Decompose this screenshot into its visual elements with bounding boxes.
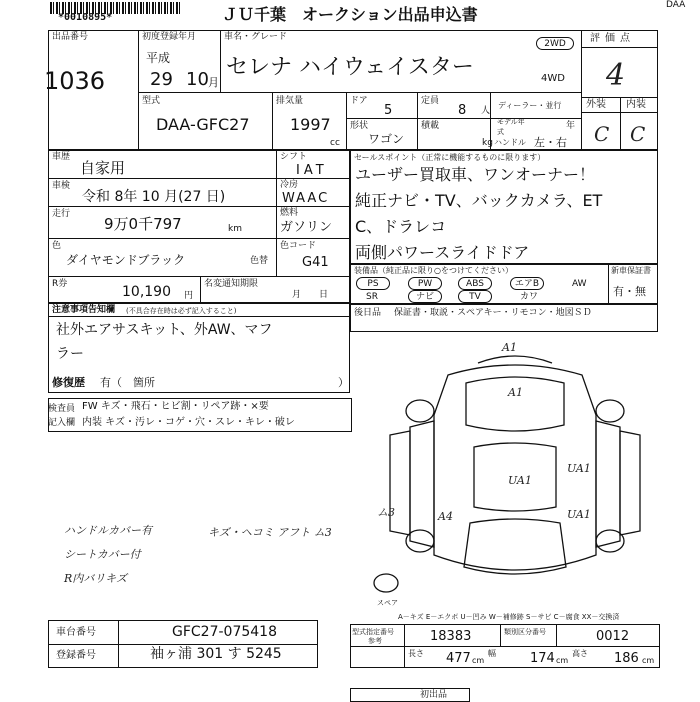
sales-line-3: C、ドラレコ [355, 217, 447, 236]
lot-label: 出品番号 [52, 32, 89, 42]
recycle-label: R券 [52, 279, 68, 289]
capacity: 8 [458, 103, 467, 118]
exterior-label: 外装 [586, 99, 606, 110]
diagram-note-left-1: ム3 [377, 506, 395, 519]
equip-sr: SR [366, 292, 378, 302]
cc-unit: cc [330, 138, 340, 148]
rating-label: 評価点 [590, 33, 635, 44]
body-label: 形状 [350, 121, 369, 131]
repair-close: ） [338, 376, 349, 389]
fuel: ガソリン [280, 220, 333, 235]
width-value: 174 [530, 651, 555, 666]
page-title: ＪＵ千葉 オークション出品申込書 [222, 5, 478, 24]
era: 平成 [146, 51, 171, 65]
month-day: 月 日 [292, 290, 329, 300]
equipment-label: 装備品（純正品に限り○をつけてください） [354, 266, 513, 275]
equip-pw: PW [408, 277, 442, 290]
history: 自家用 [80, 159, 126, 177]
damage-legend: A－キズ E－エクボ U－凹み W－補修跡 S－サビ C－腐食 XX－交換済 [398, 613, 620, 621]
equip-airbag: エアB [510, 277, 544, 290]
sales-line-4: 両側パワースライドドア [355, 243, 530, 262]
notes-label: 注意事項告知欄 [52, 305, 116, 315]
equip-navi: ナビ [408, 290, 442, 303]
model-name: セレナ ハイウェイスター [226, 55, 474, 80]
km-unit: km [228, 224, 242, 234]
notes-text-1: 社外エアサスキット、外AW、マフ [56, 322, 273, 338]
body-type: ワゴン [368, 132, 405, 146]
manual-label: 新車保証書 [611, 266, 651, 275]
inspector-exterior: FW キズ・飛石・ヒビ割・リペア跡・×要 [82, 401, 269, 412]
notes-sublabel: (不具合存在時は必ず記入すること) [126, 307, 237, 315]
handle: 左・右 [534, 136, 567, 149]
diagram-note-hood: A1 [508, 386, 523, 399]
class-label: 類別区分番号 [504, 628, 546, 636]
load-label: 積載 [421, 121, 440, 131]
equip-ps: PS [356, 277, 390, 290]
capacity-unit: 人 [481, 106, 491, 116]
drive-2wd: 2WD [536, 37, 574, 50]
first-reg-label: 初度登録年月 [142, 32, 197, 42]
diagram-note-roof: UA1 [508, 474, 532, 487]
displacement: 1997 [290, 115, 331, 134]
diagram-note-left-2: A4 [438, 510, 453, 523]
type-cert-ref: 参考 [368, 637, 382, 645]
type-cert-label: 型式指定番号 [352, 628, 394, 636]
chassis-label: 車台番号 [56, 627, 96, 638]
inspector-label-1: 検査員 [48, 404, 76, 414]
interior-grade: C [630, 122, 646, 146]
recycle: 10,190 [122, 284, 171, 300]
class-number: 0012 [596, 629, 630, 644]
model-name-label: 車名・グレード [224, 32, 288, 42]
drive-4wd: 4WD [541, 73, 565, 84]
chassis-number: GFC27-075418 [172, 624, 277, 640]
cm-unit-1: cm [472, 656, 485, 665]
mileage: 9万0千797 [104, 215, 182, 233]
model-code: DAA-GFC27 [156, 115, 250, 134]
rear-items-label: 後日品 [354, 308, 382, 318]
displacement-label: 排気量 [276, 96, 304, 106]
reg-month: 10 [186, 69, 209, 90]
cm-unit-3: cm [642, 656, 655, 665]
name-change-label: 名変通知期限 [204, 279, 259, 289]
aircon: WAAC [282, 191, 330, 206]
shift: IAT [296, 163, 328, 178]
barcode-number: *0010895* [58, 12, 113, 23]
color: ダイヤモンドブラック [66, 253, 186, 267]
rear-items-text: 保証書・取説・スペアキー・リモコン・地図ＳＤ [394, 308, 592, 318]
sales-line-2: 純正ナビ・TV、バックカメラ、ET [355, 191, 603, 210]
shift-label: シフト [280, 152, 308, 162]
diagram-note-right-2: UA1 [567, 508, 591, 521]
capacity-label: 定員 [421, 96, 440, 106]
equip-leather: カワ [520, 292, 539, 302]
width-label: 幅 [488, 649, 496, 658]
doors-label: ドア [350, 96, 368, 106]
model-code-label: 型式 [142, 96, 161, 106]
exterior-grade: C [594, 122, 610, 146]
handwritten-note-mid: キズ・ヘコミ アフト ム3 [208, 526, 332, 539]
equip-aw: AW [572, 279, 587, 289]
handwritten-note-3: R内バリキズ [64, 572, 128, 585]
color-change-label: 色替 [250, 256, 269, 266]
handwritten-note-2: シートカバー付 [64, 548, 141, 561]
height-label: 高さ [572, 649, 588, 658]
rating-score: 4 [606, 58, 626, 93]
corner-note: DAA [666, 0, 686, 10]
dealer-label: ディーラー・並行 [498, 101, 562, 110]
repair-value: 有（ 箇所 [100, 376, 155, 389]
car-condition-diagram [370, 335, 660, 605]
height-value: 186 [614, 651, 639, 666]
fuel-label: 燃料 [280, 208, 299, 218]
kg-unit: kg [482, 138, 493, 148]
year-unit: 年 [566, 121, 576, 131]
first-listing-label: 初出品 [420, 690, 448, 700]
type-cert-number: 18383 [430, 629, 472, 644]
mileage-label: 走行 [52, 209, 71, 219]
handle-label: ハンドル [494, 138, 526, 147]
length-value: 477 [446, 651, 471, 666]
repair-label: 修復歴 [52, 376, 85, 389]
plate-label: 登録番号 [56, 650, 96, 661]
interior-label: 内装 [626, 99, 646, 110]
inspection-label: 車検 [52, 181, 71, 191]
equip-abs: ABS [458, 277, 492, 290]
diagram-note-right-1: UA1 [567, 462, 591, 475]
cm-unit-2: cm [556, 656, 569, 665]
equip-tv: TV [458, 290, 492, 303]
inspector-label-2: 記入欄 [48, 418, 76, 428]
manual-value: 有・無 [613, 285, 646, 298]
length-label: 長さ [408, 649, 424, 658]
inspector-interior: 内装 キズ・汚レ・コゲ・穴・スレ・キレ・破レ [82, 417, 295, 428]
color-code-label: 色コード [280, 241, 317, 251]
handwritten-note-1: ハンドルカバー有 [64, 524, 152, 537]
reg-year: 29 [150, 69, 173, 90]
notes-text-2: ラー [56, 346, 84, 362]
inspection: 令和 8年 10 月(27 日) [82, 189, 226, 205]
diagram-note-front: A1 [502, 341, 517, 354]
sales-line-1: ユーザー買取車、ワンオーナー！ [355, 165, 596, 184]
month-unit: 月 [208, 76, 219, 89]
model-year-label: モデル年式 [497, 118, 525, 136]
doors: 5 [384, 103, 393, 118]
lot-number: 1036 [44, 67, 106, 95]
color-code: G41 [302, 255, 329, 270]
aircon-label: 冷房 [280, 180, 299, 190]
sales-points-label: セールスポイント（正常に機能するものに限ります） [354, 153, 546, 162]
yen-unit: 円 [184, 291, 194, 301]
color-label: 色 [52, 241, 62, 251]
history-label: 車歴 [52, 152, 71, 162]
spare-label: スペア [377, 599, 398, 607]
plate-number: 袖ヶ浦 301 す 5245 [150, 646, 282, 662]
